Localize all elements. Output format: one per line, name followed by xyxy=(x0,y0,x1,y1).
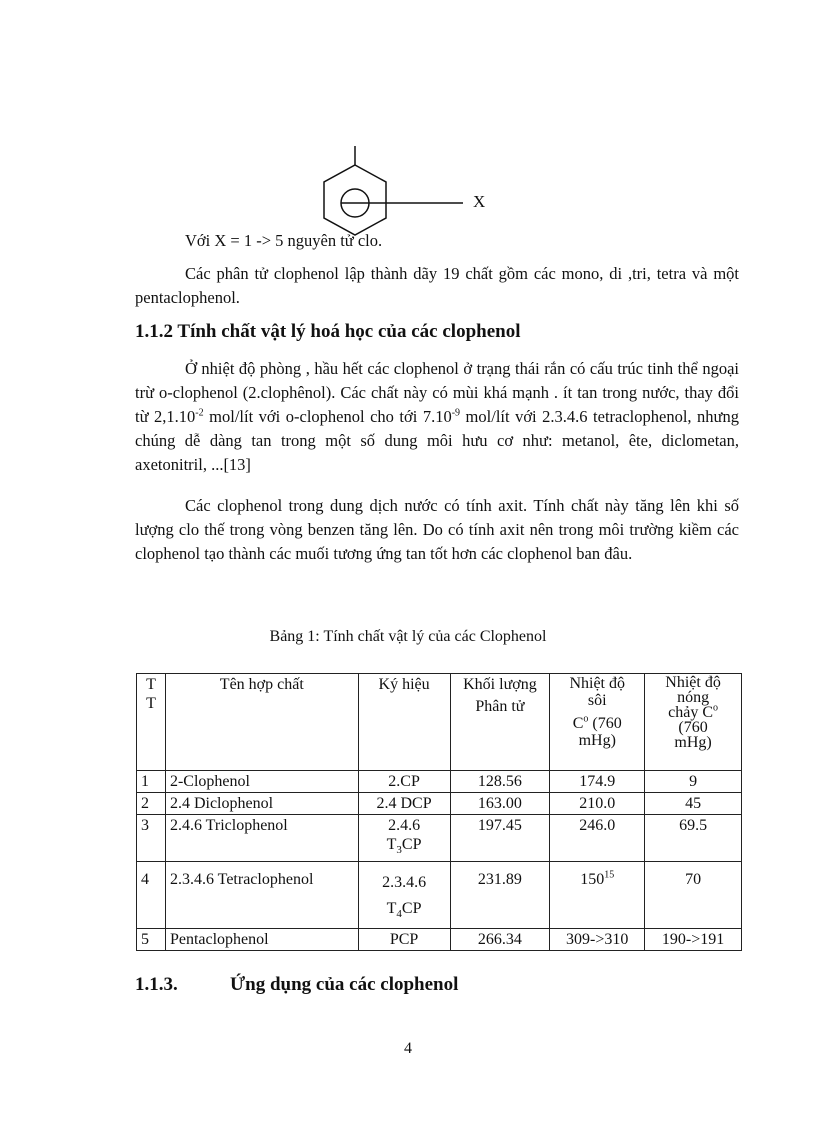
cell-name: 2.4 Diclophenol xyxy=(165,793,358,815)
phys-text-c: mol/lít với 2.3.4.6 tetraclophenol, nhưng chúng dễ dàng tan trong một số dung môi hưu cơ như: metanol, ête, diclometan, axetonitril, ...[13] xyxy=(135,407,740,474)
substituent-label: X xyxy=(473,192,486,211)
table-header-row xyxy=(137,674,742,771)
phys-exponent-2: -9 xyxy=(451,407,461,419)
cell-mass: 231.89 xyxy=(450,862,550,929)
table-row xyxy=(137,771,742,793)
cell-name: Pentaclophenol xyxy=(165,929,358,951)
cell-tt: 1 xyxy=(137,771,166,793)
table-row xyxy=(137,815,742,862)
cell-mass: 266.34 xyxy=(450,929,550,951)
paragraph-series: Các phân tử clophenol lập thành dãy 19 chất gồm các mono, di ,tri, tetra và một pentaclophenol. xyxy=(135,264,739,307)
section-heading-1-1-2: 1.1.2 Tính chất vật lý hoá học của các clophenol xyxy=(135,321,521,342)
cell-symbol: 2.3.4.6 $T_4CP$ xyxy=(358,862,450,929)
cell-mass: 197.45 xyxy=(450,815,550,862)
cell-mp: 70 xyxy=(645,862,742,929)
cell-symbol: 2.CP xyxy=(358,771,450,793)
cell-mp: 190->191 xyxy=(645,929,742,951)
cell-mass: 163.00 xyxy=(450,793,550,815)
cell-bp: 309->310 xyxy=(550,929,645,951)
header-melting-point: Nhiệt độ nóng chảy $C^o$ (760 mHg) xyxy=(645,674,742,771)
clophenol-properties-table xyxy=(136,673,742,951)
cell-symbol: 2.4 DCP xyxy=(358,793,450,815)
cell-symbol: 2.4.6 $T_3CP$ xyxy=(358,815,450,862)
cell-tt: 5 xyxy=(137,929,166,951)
page-number: 4 xyxy=(404,1040,412,1057)
cell-tt: 4 xyxy=(137,862,166,929)
section-heading-1-1-3-title: Ứng dụng của các clophenol xyxy=(230,974,459,995)
cell-tt: 2 xyxy=(137,793,166,815)
cell-name: 2-Clophenol xyxy=(165,771,358,793)
cell-symbol: PCP xyxy=(358,929,450,951)
cell-mass: 128.56 xyxy=(450,771,550,793)
paragraph-with-x: Với X = 1 -> 5 nguyên tử clo. xyxy=(185,231,383,250)
table-row xyxy=(137,793,742,815)
cell-bp: 210.0 xyxy=(550,793,645,815)
header-symbol: Ký hiệu xyxy=(358,674,450,771)
phys-text-b: mol/lít với o-clophenol cho tới 7.10 xyxy=(203,407,452,426)
phys-text-a: Ở nhiệt độ phòng , hầu hết các clophenol ở trạng thái rắn có cấu trúc tinh thể ngoại trừ o-clophenol (2.clophênol). Các chất này có mùi khá mạnh . ít tan trong nước, thay đổi từ 2,1.10 xyxy=(135,359,739,426)
cell-name: 2.3.4.6 Tetraclophenol xyxy=(165,862,358,929)
benzene-hexagon xyxy=(324,165,386,235)
table-row xyxy=(137,862,742,929)
table-row xyxy=(137,929,742,951)
header-mass: Khối lượng Phân tử xyxy=(450,674,550,771)
table-caption: Bảng 1: Tính chất vật lý của các Clophenol xyxy=(269,628,547,645)
benzene-structure-diagram xyxy=(300,140,500,240)
cell-tt: 3 xyxy=(137,815,166,862)
cell-bp: $150^{15}$ xyxy=(550,862,645,929)
cell-bp: 246.0 xyxy=(550,815,645,862)
paragraph-physical-properties xyxy=(135,357,739,477)
cell-mp: 9 xyxy=(645,771,742,793)
header-name: Tên hợp chất xyxy=(165,674,358,771)
header-tt: T T xyxy=(137,674,166,771)
cell-bp: 174.9 xyxy=(550,771,645,793)
cell-mp: 69.5 xyxy=(645,815,742,862)
section-heading-1-1-3-number: 1.1.3. xyxy=(135,974,178,995)
cell-name: 2.4.6 Triclophenol xyxy=(165,815,358,862)
cell-mp: 45 xyxy=(645,793,742,815)
phys-exponent-1: -2 xyxy=(195,407,204,419)
paragraph-acidity: Các clophenol trong dung dịch nước có tính axit. Tính chất này tăng lên khi số lượng clo thế trong vòng benzen tăng lên. Do có tính axit nên trong môi trường kiềm các clophenol tạo thành các muối tương ứng tan tốt hơn các clophenol ban đâu. xyxy=(135,496,739,563)
header-boiling-point: Nhiệt độ sôi $C^o$ (760 mHg) xyxy=(550,674,645,771)
